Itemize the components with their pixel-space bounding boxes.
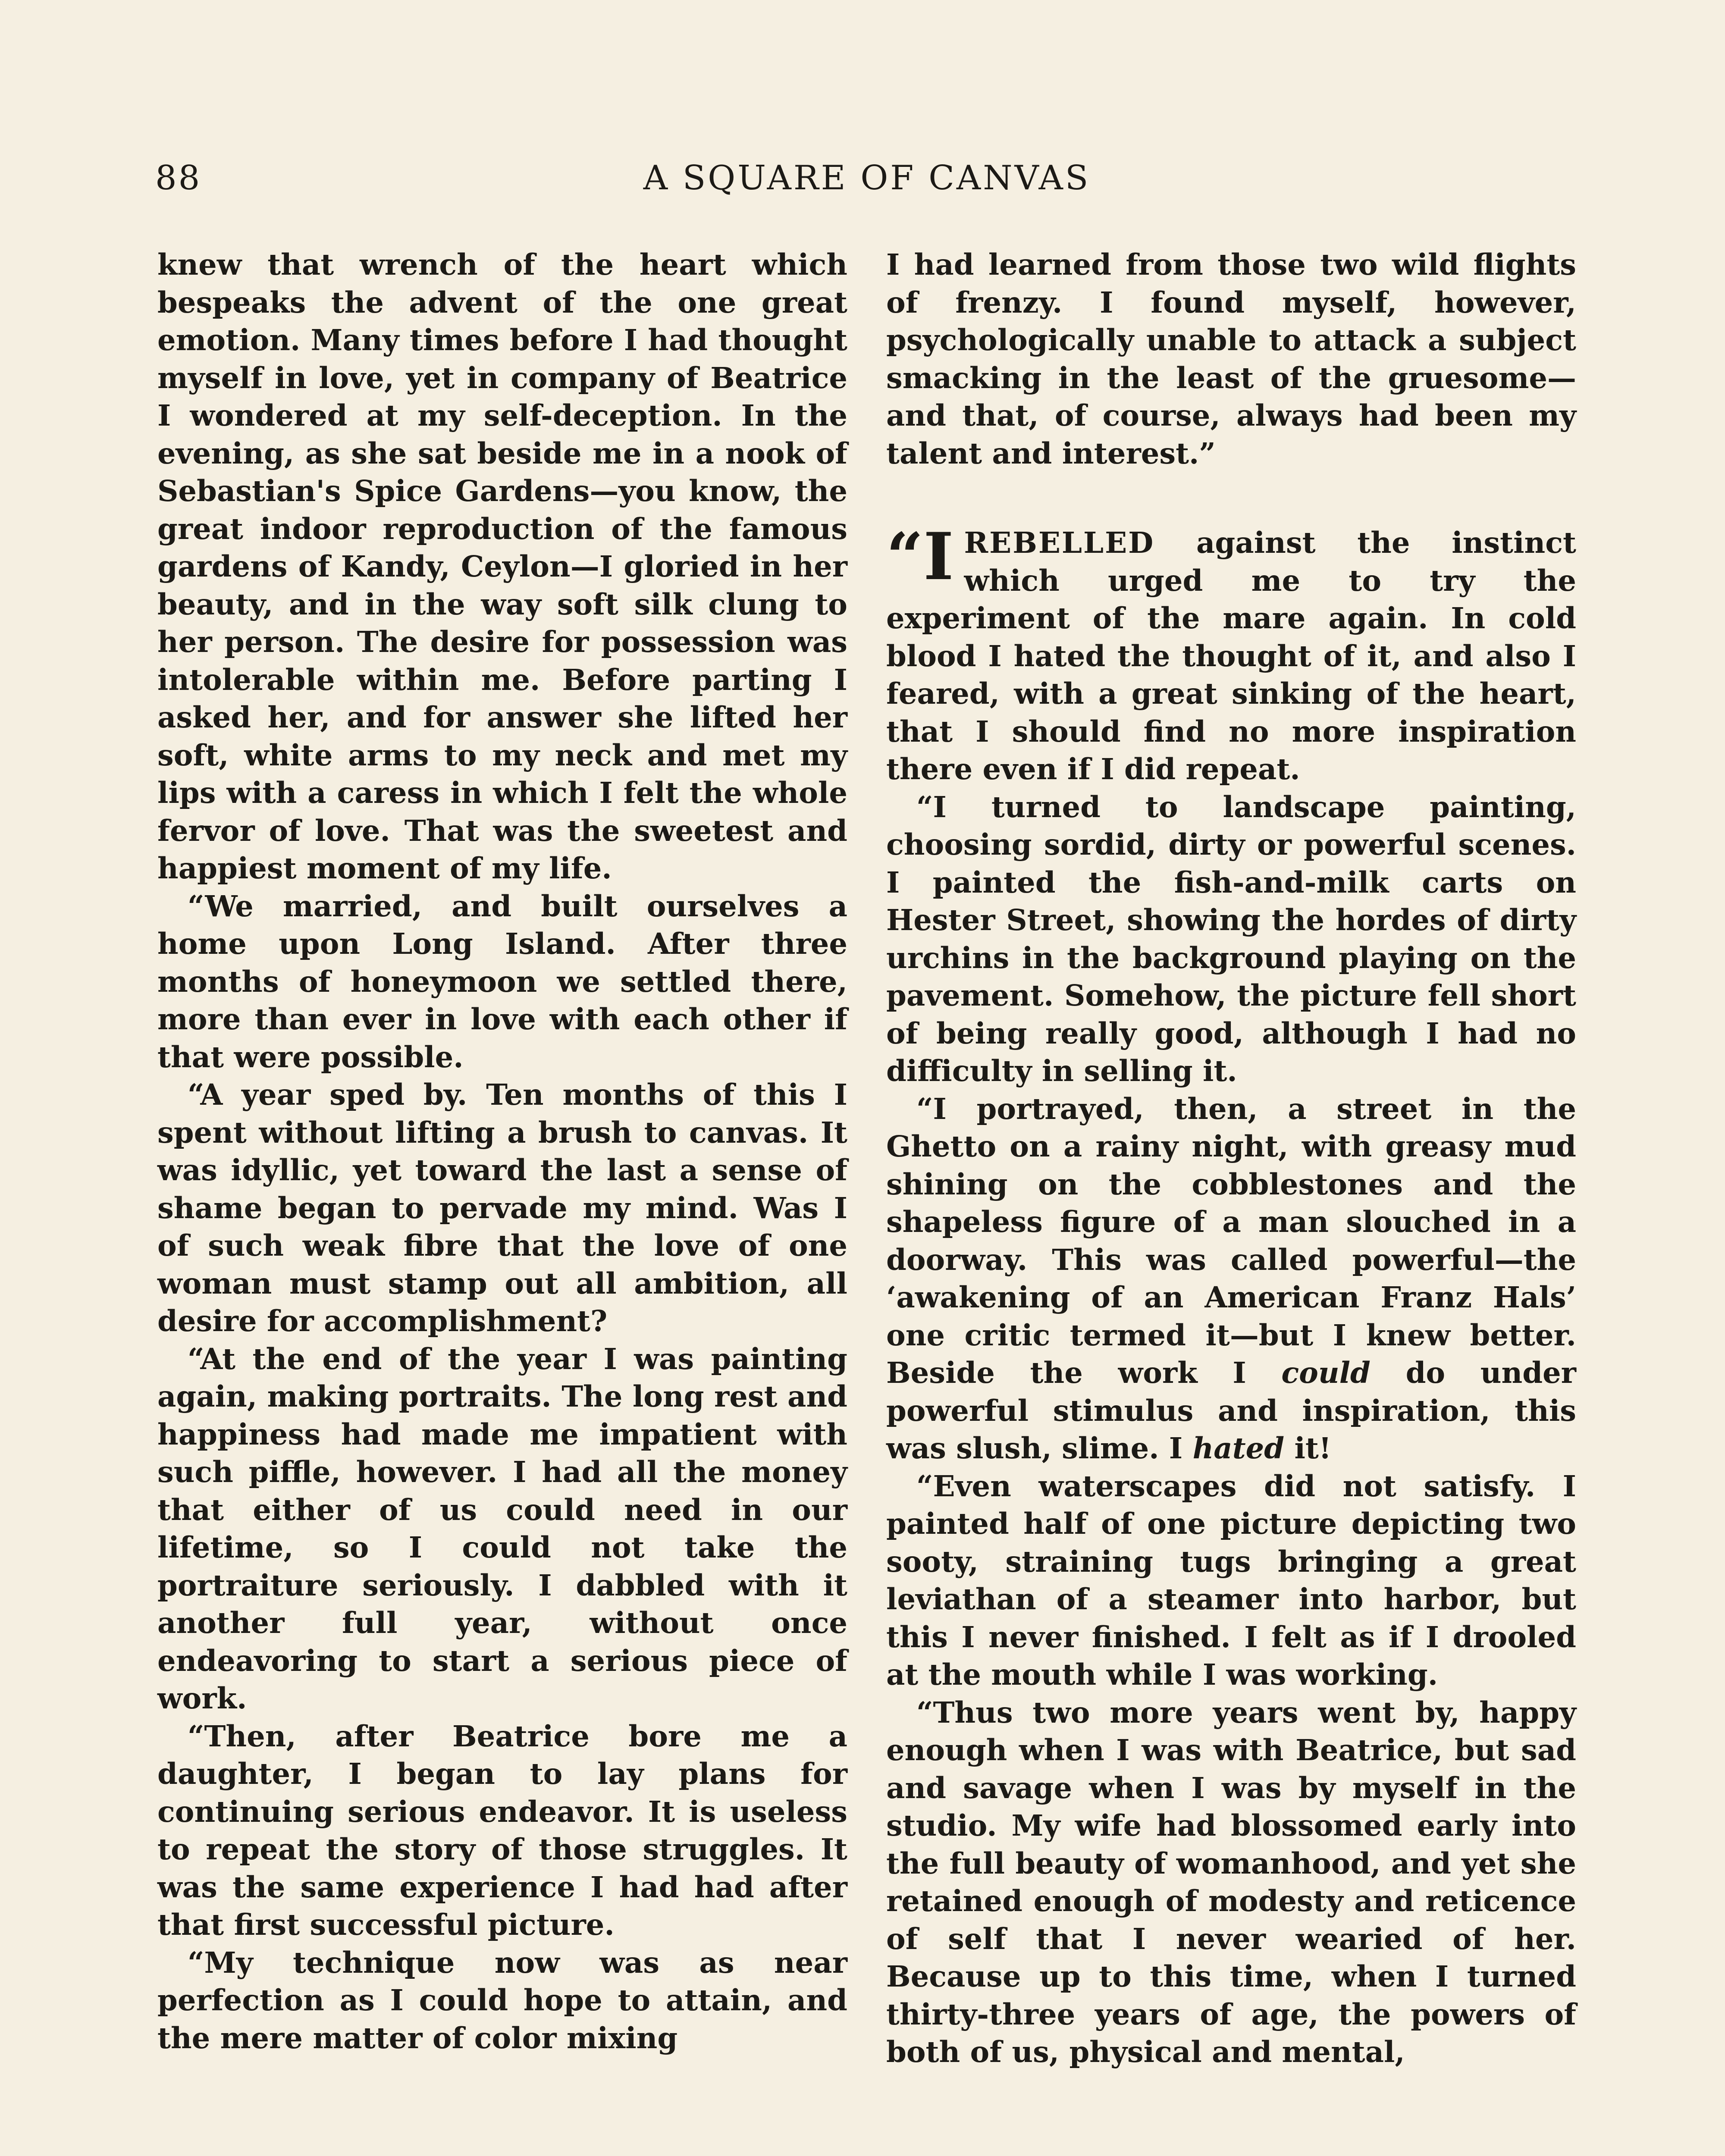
emphasis: hated (1192, 1431, 1285, 1465)
paragraph: “My technique now was as near perfection as I could hope to attain, and the mere matter of color mixing (157, 1945, 847, 2055)
paragraph: I had learned from those two wild flights of frenzy. I found myself, however, psychologically unable to attack a subject smacking in the least of the gruesome—and that, of course, always had been my talent and interest.” (886, 248, 1576, 470)
paragraph: “We married, and built ourselves a home upon Long Island. After three months of honeymoon we settled there, more than ever in love with each other if that were possible. (157, 889, 847, 1074)
running-head (155, 159, 1578, 206)
paragraph: “Thus two more years went by, happy enough when I was with Beatrice, but sad and savage when I was by myself in the studio. My wife had blossomed early into the full beauty of womanhood, and yet she retained enough of modesty and reticence of self that I never wearied of her. Because up to this time, when I turned thirty-three years of age, the powers of both of us, physical and mental, (886, 1695, 1576, 2069)
paragraph: “At the end of the year I was painting again, making portraits. The long rest and happiness had made me impatient with such piffle, however. I had all the money that either of us could need in our lifetime, so I could not take the portraiture seriously. I dabbled with it another full year, without once endeavoring to start a serious piece of work. (157, 1341, 847, 1715)
section-break (886, 472, 1576, 524)
page-number: 88 (155, 159, 202, 197)
running-title: A SQUARE OF CANVAS (643, 159, 1091, 197)
paragraph: knew that wrench of the heart which bespeaks the advent of the one great emotion. Many times before I had thought myself in love, yet in company of Beatrice I wondered at my self-deception. In the evening, as she sat beside me in a nook of Sebastian's Spice Gardens—you know, the great indoor reproduction of the famous gardens of Kandy, Ceylon—I gloried in her beauty, and in the way soft silk clung to her person. The desire for possession was intolerable within me. Before parting I asked her, and for answer she lifted her soft, white arms to my neck and met my lips with a caress in which I felt the whole fervor of love. That was the sweetest and happiest moment of my life. (157, 248, 847, 885)
drop-cap: “I (886, 519, 954, 595)
emphasis: could (1281, 1356, 1371, 1390)
paragraph: “A year sped by. Ten months of this I spent without lifting a brush to canvas. It was idyllic, yet toward the last a sense of shame began to pervade my mind. Was I of such weak fibre that the love of one woman must stamp out all ambition, all desire for accomplishment? (157, 1078, 847, 1338)
section-opening-paragraph: “I REBELLED against the instinct which urged me to try the experiment of the mare again. In cold blood I hated the thought of it, and also I feared, with a great sinking of the heart, that I should find no more inspiration there even if I did repeat. (886, 519, 1576, 786)
paragraph: “Then, after Beatrice bore me a daughter, I began to lay plans for continuing serious endeavor. It is useless to repeat the story of those struggles. It was the same experience I had had after that first successful picture. (157, 1719, 847, 1942)
section-lead-word: REBELLED (964, 526, 1155, 560)
right-column (886, 246, 1576, 2071)
paragraph: “I turned to landscape painting, choosing sordid, dirty or powerful scenes. I painted the fish-and-milk carts on Hester Street, showing the hordes of dirty urchins in the background playing on the pavement. Somehow, the picture fell short of being really good, although I had no difficulty in selling it. (886, 790, 1576, 1088)
left-column (157, 246, 847, 2057)
paragraph: “I portrayed, then, a street in the Ghetto on a rainy night, with greasy mud shining on the cobblestones and the shapeless figure of a man slouched in a doorway. This was called powerful—the ‘awakening of an American Franz Hals’ one critic termed it—but I knew better. Beside the work I could do under powerful stimulus and inspiration, this was slush, slime. I hated it! (886, 1091, 1576, 1465)
paragraph: “Even waterscapes did not satisfy. I painted half of one picture depicting two sooty, straining tugs bringing a great leviathan of a steamer into harbor, but this I never finished. I felt as if I drooled at the mouth while I was working. (886, 1469, 1576, 1692)
